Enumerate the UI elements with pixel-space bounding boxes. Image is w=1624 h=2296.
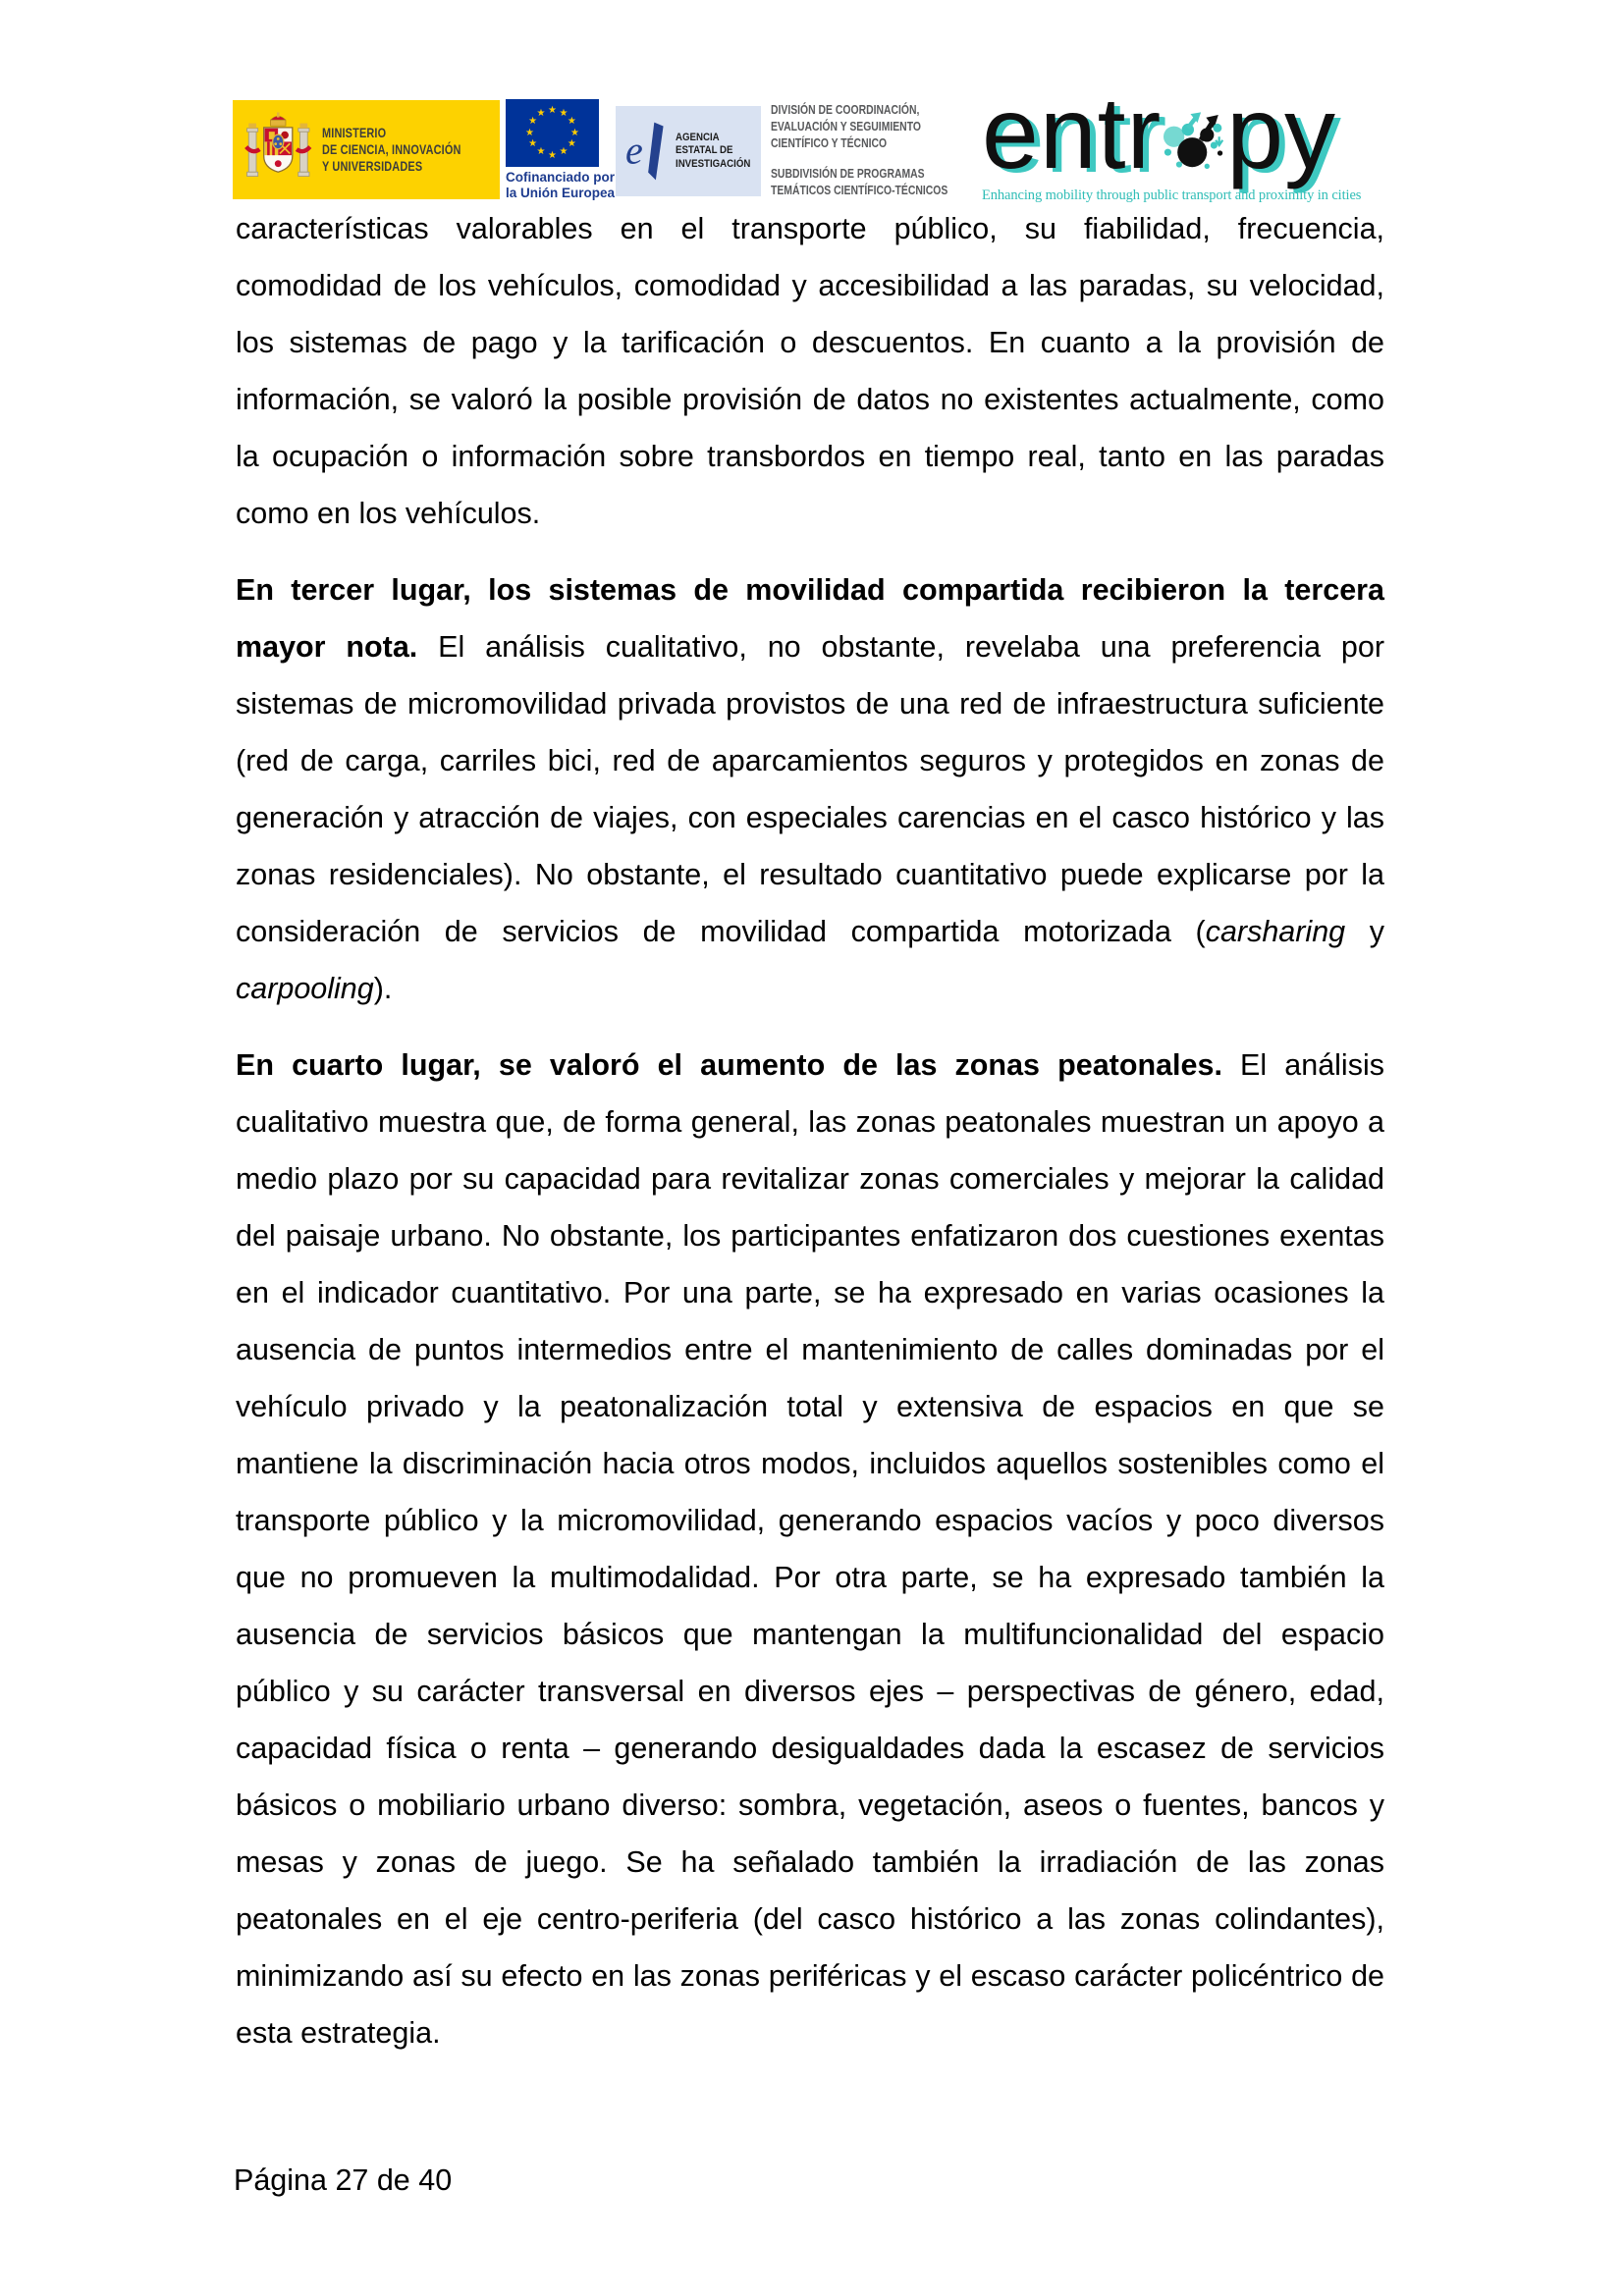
paragraph — [236, 1037, 1384, 2061]
eu-star-icon: ★ — [536, 146, 546, 158]
ministry-logo — [233, 100, 500, 199]
entropy-logo — [982, 77, 1414, 204]
entropy-o-bubbles-icon — [1164, 91, 1224, 170]
paragraph — [236, 200, 1384, 542]
text-run: carsharing — [1205, 915, 1346, 948]
division-block-1 — [771, 101, 975, 151]
division-line: SUBDIVISIÓN DE PROGRAMAS — [771, 166, 925, 181]
eu-star-icon: ★ — [528, 116, 538, 127]
eu-cofunding-text — [506, 170, 615, 200]
eu-star-icon: ★ — [528, 138, 538, 149]
text-run: En cuarto lugar, se valoró el aumento de las zonas peatonales. — [236, 1048, 1222, 1082]
division-line: CIENTÍFICO Y TÉCNICO — [771, 135, 888, 150]
entropy-word-right: py — [1226, 77, 1337, 190]
eu-star-icon: ★ — [567, 116, 576, 127]
eu-text-line: Cofinanciado por — [506, 170, 615, 185]
ministry-line: Y UNIVERSIDADES — [321, 158, 422, 174]
text-run: En tercer lugar, los sistemas de movilidad compartida recibieron la tercera mayor nota. — [236, 573, 1384, 664]
aei-e-logo-icon — [625, 116, 668, 187]
ministry-line: DE CIENCIA, INNOVACIÓN — [321, 141, 461, 157]
text-run: ). — [373, 972, 393, 1005]
agency-logo — [616, 106, 761, 196]
ministry-name — [322, 125, 461, 175]
agency-line: INVESTIGACIÓN — [676, 157, 751, 170]
ministry-line: MINISTERIO — [321, 125, 386, 140]
division-line: TEMÁTICOS CIENTÍFICO-TÉCNICOS — [771, 183, 948, 197]
eu-star-icon: ★ — [559, 107, 568, 119]
division-line: EVALUACIÓN Y SEGUIMIENTO — [771, 119, 921, 133]
eu-star-icon: ★ — [567, 138, 576, 149]
eu-star-icon: ★ — [559, 146, 568, 158]
eu-flag-icon — [506, 99, 599, 167]
text-run: y — [1345, 915, 1384, 948]
entropy-wordmark — [982, 77, 1414, 190]
agency-line: AGENCIA — [676, 131, 720, 143]
agency-name — [676, 132, 750, 172]
division-line: DIVISIÓN DE COORDINACIÓN, — [771, 102, 920, 117]
agency-line: ESTATAL DE — [676, 144, 733, 157]
eu-star-icon: ★ — [570, 127, 579, 138]
eu-star-icon: ★ — [548, 104, 557, 116]
spain-coat-of-arms-icon — [244, 107, 312, 193]
text-run: carpooling — [236, 972, 374, 1005]
eu-text-line: la Unión Europea — [506, 185, 616, 200]
text-run: características valorables en el transporte público, su fiabilidad, frecuencia, comodidad de los vehículos, comodidad y accesibilidad a las paradas, su velocidad, los sistemas de pago y la tarificación o descuentos. En cuanto a la provisión de información, se valoró la posible provisión de datos no existentes actualmente, como la ocupación o información sobre transbordos en tiempo real, tanto en las paradas como en los vehículos. — [236, 212, 1384, 530]
eu-star-icon: ★ — [548, 149, 557, 161]
entropy-word-left: entr — [982, 77, 1163, 190]
paragraph — [236, 561, 1384, 1017]
svg-text:e: e — [625, 128, 643, 173]
entropy-tagline: Enhancing mobility through public transport and proximity in cities — [982, 187, 1362, 203]
division-block-2 — [771, 165, 975, 198]
eu-star-icon: ★ — [536, 107, 546, 119]
text-run: El análisis cualitativo, no obstante, revelaba una preferencia por sistemas de micromovilidad privada provistos de una red de infraestructura suficiente (red de carga, carriles bici, red de aparcamientos seguros y protegidos en zonas de generación y atracción de viajes, con especiales carencias en el casco histórico y las zonas residenciales). No obstante, el resultado cuantitativo puede explicarse por la consideración de servicios de movilidad compartida motorizada ( — [236, 630, 1385, 948]
text-run: El análisis cualitativo muestra que, de forma general, las zonas peatonales muestran un apoyo a medio plazo por su capacidad para revitalizar zonas comerciales y mejorar la calidad del paisaje urbano. No obstante, los participantes enfatizaron dos cuestiones exentas en el indicador cuantitativo. Por una parte, se ha expresado en varias ocasiones la ausencia de puntos intermedios entre el mantenimiento de calles dominadas por el vehículo privado y la peatonalización total y extensiva de espacios en que se mantiene la discriminación hacia otros modos, incluidos aquellos sostenibles como el transporte público y la micromovilidad, generando espacios vacíos y poco diversos que no promueven la multimodalidad. Por otra parte, se ha expresado también la ausencia de servicios básicos que mantengan la multifuncionalidad del espacio público y su carácter transversal en diversos ejes – perspectivas de género, edad, capacidad física o renta – generando desigualdades dada la escasez de servicios básicos o mobiliario urbano diverso: sombra, vegetación, aseos o fuentes, bancos y mesas y zonas de juego. Se ha señalado también la irradiación de las zonas peatonales en el eje centro-periferia (del casco histórico a las zonas colindantes), minimizando así su efecto en las zonas periféricas y el escaso carácter policéntrico de esta estrategia. — [236, 1048, 1384, 2050]
page-number: Página 27 de 40 — [234, 2163, 453, 2197]
document-body — [236, 200, 1384, 2081]
eu-star-icon: ★ — [525, 127, 534, 138]
